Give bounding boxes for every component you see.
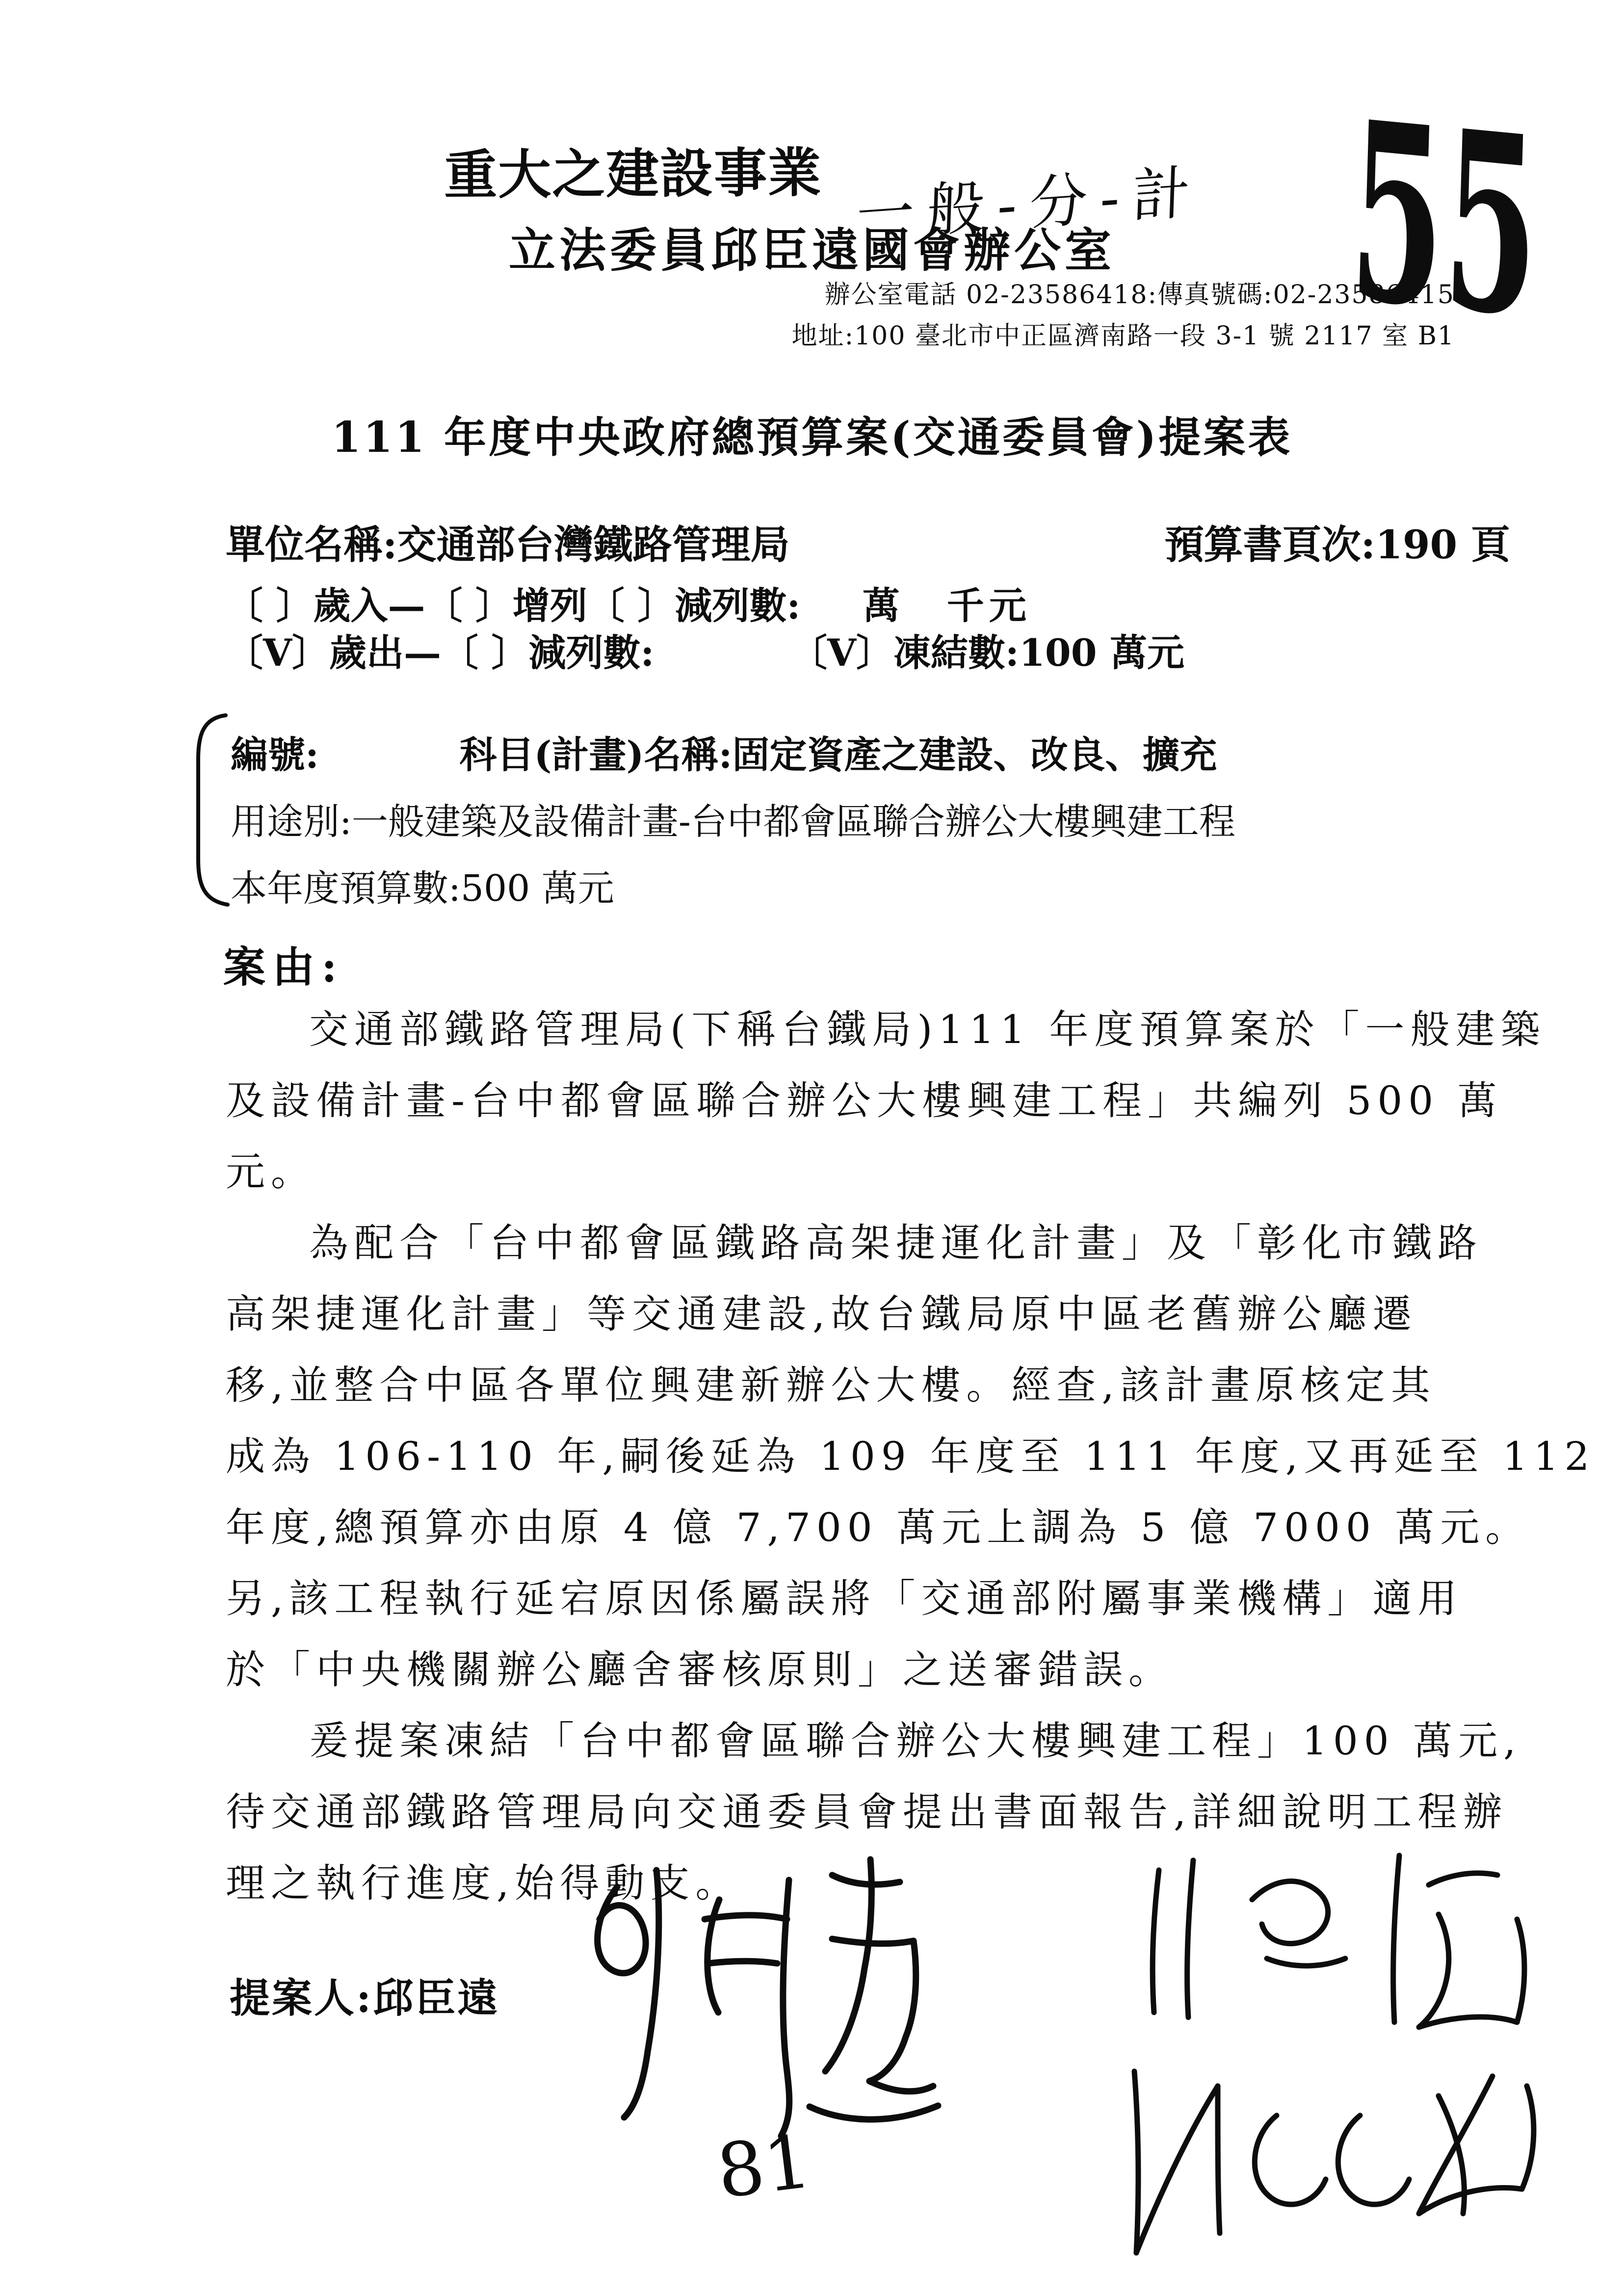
proposer-row: [230, 1966, 499, 2024]
office-address-line: 地址:100 臺北市中正區濟南路一段 3-1 號 2117 室 B1: [791, 321, 1455, 351]
case-text-line: 於「中央機關辦公廳舍審核原則」之送審錯誤。: [226, 1647, 1174, 1693]
serial-label: 編號:: [231, 733, 319, 777]
case-text-line: 理之執行進度,始得動支。: [226, 1860, 741, 1906]
budget-page-line: 預算書頁次:190 頁: [1164, 522, 1510, 568]
unit-name-line: 單位名稱:交通部台灣鐵路管理局: [226, 522, 790, 568]
expenditure-checkbox-line: 〔V〕歲出—〔 〕減列數:: [226, 631, 655, 675]
case-heading: 案由:: [223, 942, 344, 992]
expenditure-row: [226, 623, 1184, 677]
co-signer-signature: [1104, 1840, 1565, 2271]
unit-row: [226, 513, 1510, 570]
case-text-line: 年度,總預算亦由原 4 億 7,700 萬元上調為 5 億 7000 萬元。: [226, 1505, 1531, 1550]
case-paragraph: [226, 1207, 1596, 1705]
case-paragraph: [226, 994, 1546, 1207]
section-brace-icon: [187, 712, 232, 909]
case-text-line: 待交通部鐵路管理局向交通委員會提出書面報告,詳細說明工程辦: [226, 1789, 1508, 1835]
case-text-line: 另,該工程執行延宕原因係屬誤將「交通部附屬事業機構」適用: [226, 1576, 1463, 1621]
case-text-line: 交通部鐵路管理局(下稱台鐵局)111 年度預算案於「一般建築: [309, 1007, 1546, 1052]
case-text-line: 移,並整合中區各單位興建新辦公大樓。經查,該計畫原核定其: [226, 1362, 1436, 1408]
construction-stamp-text: 重大之建設事業: [444, 142, 822, 207]
case-text-line: 高架捷運化計畫」等交通建設,故台鐵局原中區老舊辦公廳遷: [226, 1291, 1418, 1337]
revenue-checkbox-line: 〔 〕歲入—〔 〕增列〔 〕減列數:: [226, 584, 801, 627]
handwritten-page-number-55: 55: [1346, 67, 1543, 372]
case-text-line: 及設備計畫-台中都會區聯合辦公大樓興建工程」共編列 500 萬: [226, 1078, 1503, 1123]
current-budget-row: 本年度預算數:500 萬元: [231, 867, 614, 910]
subject-line: 科目(計畫)名稱:固定資產之建設、改良、擴充: [459, 733, 1217, 777]
usage-row: 用途別:一般建築及設備計畫-台中都會區聯合辦公大樓興建工程: [231, 801, 1235, 843]
revenue-row: [226, 576, 1031, 629]
case-text-line: 元。: [226, 1149, 316, 1195]
case-text-line: 爰提案凍結「台中都會區聯合辦公大樓興建工程」100 萬元,: [309, 1718, 1522, 1764]
form-title: 111 年度中央政府總預算案(交通委員會)提案表: [331, 413, 1293, 462]
proposer-name: 邱臣遠: [373, 1975, 500, 2022]
handwritten-routing-note: 一般-分-計: [855, 157, 1204, 250]
revenue-units: 萬 千元: [862, 584, 1031, 627]
case-text-line: 成為 106-110 年,嗣後延為 109 年度至 111 年度,又再延至 112: [226, 1434, 1596, 1479]
case-body: [226, 994, 1596, 1919]
proposer-signature: [554, 1840, 986, 2154]
serial-subject-row: [231, 725, 1217, 779]
handwritten-number-81: 81: [712, 2119, 816, 2215]
proposer-label: 提案人:: [230, 1975, 373, 2022]
office-title: 立法委員邱臣遠國會辦公室: [508, 223, 1115, 278]
freeze-amount-line: 〔V〕凍結數:100 萬元: [789, 631, 1185, 675]
office-contact-line: 辦公室電話 02-23586418:傳真號碼:02-23586415: [824, 280, 1455, 310]
case-text-line: 為配合「台中都會區鐵路高架捷運化計畫」及「彰化市鐵路: [309, 1220, 1483, 1266]
